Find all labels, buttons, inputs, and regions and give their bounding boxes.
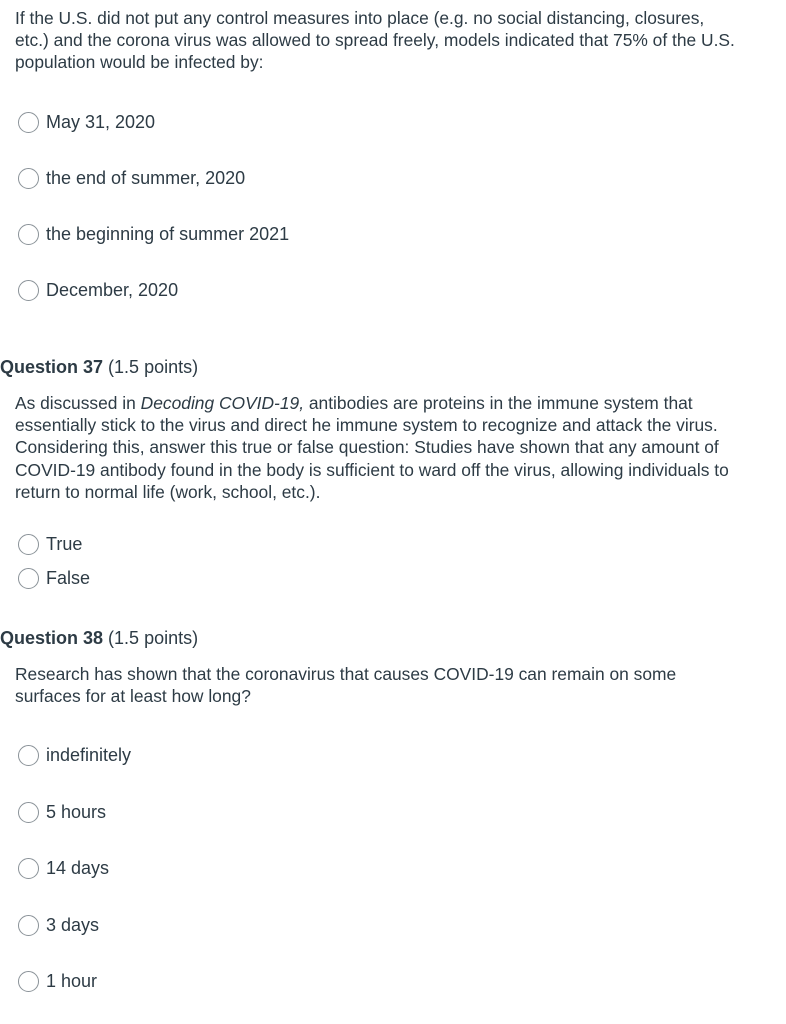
option-label: indefinitely (46, 744, 132, 765)
q36-option-4[interactable] (18, 278, 178, 302)
q36-option-3[interactable] (18, 222, 289, 246)
question-38-prompt: Research has shown that the coronavirus that causes COVID-19 can remain on some surfaces for at least how long? (15, 664, 677, 707)
radio-button[interactable] (18, 112, 39, 133)
question-title: Question 37 (0, 357, 104, 377)
q36-option-1[interactable] (18, 110, 155, 134)
radio-button[interactable] (18, 568, 39, 589)
option-label: 3 days (46, 914, 100, 935)
radio-button[interactable] (18, 745, 39, 766)
question-title: Question 38 (0, 628, 104, 648)
q38-option-3[interactable] (18, 856, 109, 880)
option-label: True (46, 533, 83, 554)
question-points: (1.5 points) (108, 628, 199, 648)
question-38-heading (0, 626, 198, 650)
option-label: May 31, 2020 (46, 111, 156, 132)
question-points: (1.5 points) (108, 357, 199, 377)
q38-option-1[interactable] (18, 743, 131, 767)
q38-option-5[interactable] (18, 969, 97, 993)
radio-button[interactable] (18, 971, 39, 992)
radio-button[interactable] (18, 802, 39, 823)
question-37-prompt (15, 392, 735, 503)
radio-button[interactable] (18, 858, 39, 879)
option-label: the beginning of summer 2021 (46, 223, 290, 244)
option-label: the end of summer, 2020 (46, 167, 246, 188)
radio-button[interactable] (18, 280, 39, 301)
option-label: 5 hours (46, 801, 107, 822)
prompt-text: antibodies are proteins in the immune system that essentially stick to the virus and direct he immune system to recognize and attack the virus. Considering this, answer this true or false question: Studies have shown that any amount of COVID-19 antibody found in the body is sufficient to ward off the virus, allowing individuals to return to normal life (work, school, etc.). (15, 393, 729, 502)
option-label: False (46, 567, 91, 588)
question-37-heading (0, 355, 198, 379)
q36-option-2[interactable] (18, 166, 245, 190)
q37-option-false[interactable] (18, 566, 90, 590)
option-label: 1 hour (46, 970, 98, 991)
question-36-prompt: If the U.S. did not put any control measures into place (e.g. no social distancing, closures, etc.) and the corona virus was allowed to spread freely, models indicated that 75% of the U.S. population would be infected by: (15, 8, 735, 73)
option-label: 14 days (46, 857, 110, 878)
q38-option-4[interactable] (18, 913, 99, 937)
radio-button[interactable] (18, 224, 39, 245)
prompt-text: As discussed in (15, 393, 141, 413)
q37-option-true[interactable] (18, 532, 82, 556)
radio-button[interactable] (18, 168, 39, 189)
radio-button[interactable] (18, 915, 39, 936)
prompt-book-title: Decoding COVID-19, (140, 393, 305, 413)
option-label: December, 2020 (46, 279, 179, 300)
radio-button[interactable] (18, 534, 39, 555)
q38-option-2[interactable] (18, 800, 106, 824)
